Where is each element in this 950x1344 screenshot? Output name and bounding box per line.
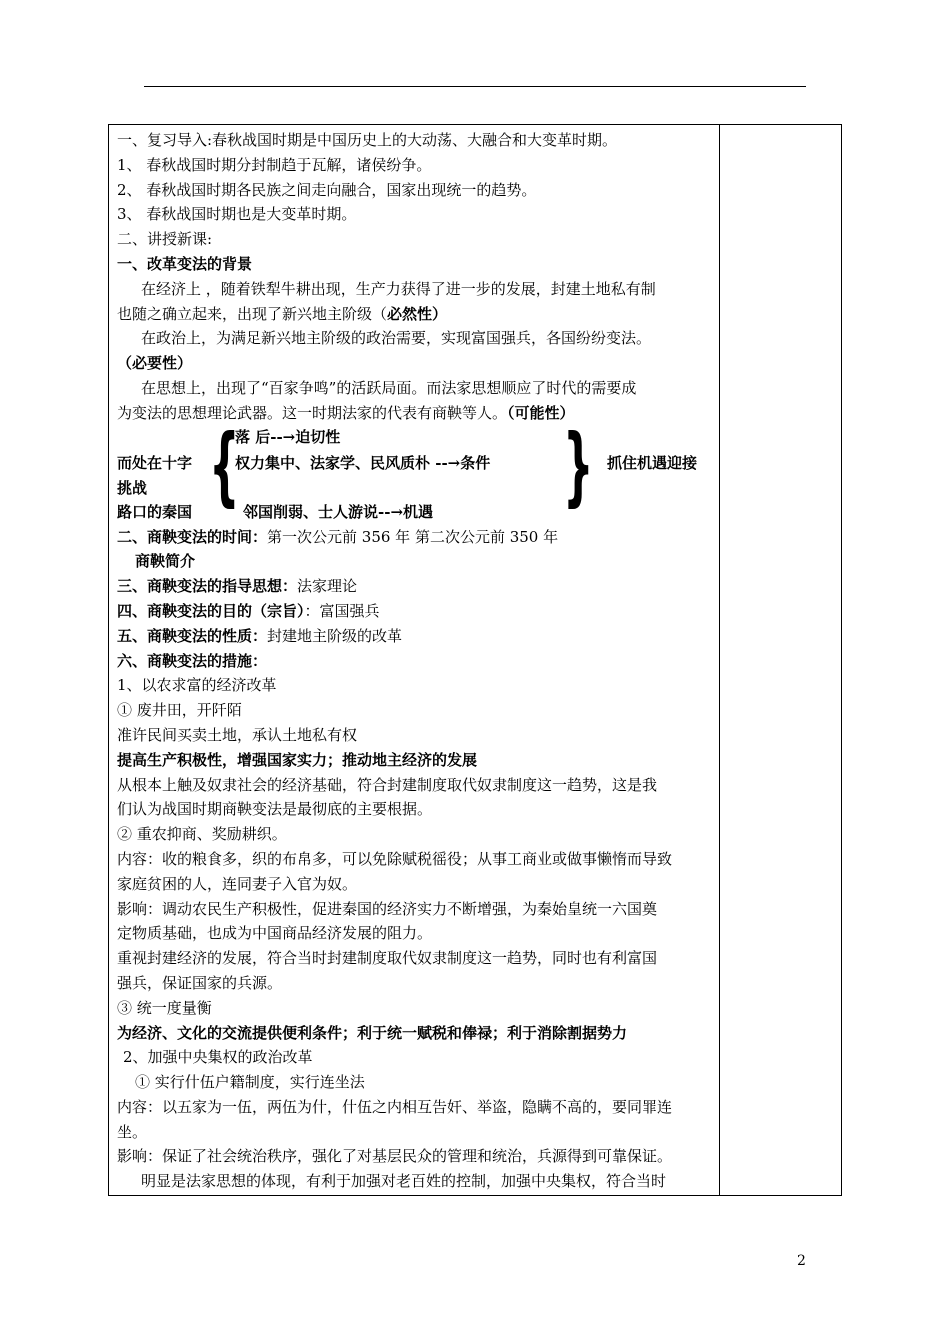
- diagram-item: 落 后--→迫切性: [235, 427, 341, 446]
- text-line: 定物质基础，也成为中国商品经济发展的阻力。: [117, 924, 433, 943]
- diagram-left-label: 路口的秦国: [117, 502, 193, 521]
- text-span: 第一次公元前 356 年 第二次公元前 350 年: [267, 527, 559, 546]
- text-line: [117, 624, 713, 649]
- header-rule: [144, 86, 806, 87]
- diagram-item: 邻国削弱、士人游说--→机遇: [243, 502, 434, 521]
- text-span: ：富国强兵: [304, 601, 380, 620]
- text-line: ③ 统一度量衡: [117, 998, 212, 1017]
- text-line: 2、加强中央集权的政治改革: [123, 1048, 313, 1067]
- section-heading: 六、商鞅变法的措施：: [117, 651, 268, 670]
- text-line: 内容：收的粮食多，织的布帛多，可以免除赋税徭役；从事工商业或做事懒惰而导致: [117, 849, 673, 868]
- text-line: 明显是法家思想的体现，有利于加强对老百姓的控制，加强中央集权，符合当时: [141, 1172, 667, 1191]
- text-line: 准许民间买卖土地，承认土地私有权: [117, 725, 358, 744]
- qin-situation-diagram: [117, 415, 713, 525]
- diagram-right-label: 抓住机遇迎接: [607, 453, 698, 472]
- text-line: 强兵，保证国家的兵源。: [117, 973, 283, 992]
- text-span: 法家理论: [297, 577, 358, 596]
- text-line: [117, 574, 713, 599]
- text-line: 重视封建经济的发展，符合当时封建制度取代奴隶制度这一趋势，同时也有利富国: [117, 949, 658, 968]
- text-line: ② 重农抑商、奖励耕织。: [117, 825, 287, 844]
- text-line: 影响：保证了社会统治秩序，强化了对基层民众的管理和统治，兵源得到可靠保证。: [117, 1147, 673, 1166]
- text-line: 二、讲授新课:: [117, 230, 213, 249]
- text-line: [117, 599, 713, 624]
- text-line: 在思想上，出现了“百家争鸣”的活跃局面。而法家思想顺应了时代的需要成: [141, 378, 637, 397]
- text-line: 们认为战国时期商鞅变法是最彻底的主要根据。: [117, 800, 433, 819]
- text-line: 家庭贫困的人，连同妻子入官为奴。: [117, 874, 358, 893]
- text-line: （必要性）: [117, 354, 193, 373]
- bold-span: （可能性）: [507, 403, 575, 422]
- diagram-item: 权力集中、法家学、民风质朴 --→条件: [235, 453, 491, 472]
- text-line: 一、复习导入:春秋战国时期是中国历史上的大动荡、大融合和大变革时期。: [117, 131, 618, 149]
- text-line: 1、 春秋战国时期分封制趋于瓦解，诸侯纷争。: [117, 155, 432, 174]
- diagram-left-label: 而处在十字: [117, 453, 193, 472]
- text-span: 也随之确立起来，出现了新兴地主阶级（: [117, 304, 388, 323]
- text-line: 为经济、文化的交流提供便利条件；利于统一赋税和俸禄；利于消除割据势力: [117, 1023, 628, 1042]
- text-line: ① 实行什伍户籍制度，实行连坐法: [135, 1073, 365, 1092]
- text-line: 在经济上 ，随着铁犁牛耕出现，生产力获得了进一步的发展，封建土地私有制: [141, 279, 656, 298]
- text-line: 从根本上触及奴隶社会的经济基础，符合封建制度取代奴隶制度这一趋势，这是我: [117, 775, 658, 794]
- bold-span: 三、商鞅变法的指导思想：: [117, 577, 298, 596]
- text-line: 在政治上，为满足新兴地主阶级的政治需要，实现富国强兵，各国纷纷变法。: [141, 329, 652, 348]
- text-line: 商鞅简介: [135, 552, 196, 571]
- text-line: 影响：调动农民生产积极性，促进秦国的经济实力不断增强，为秦始皇统一六国奠: [117, 899, 658, 918]
- bold-span: 二、商鞅变法的时间：: [117, 527, 268, 546]
- left-brace: {: [209, 415, 240, 516]
- text-line: 内容：以五家为一伍，两伍为什，什伍之内相互告奸、举盗，隐瞒不高的，要同罪连: [117, 1097, 673, 1116]
- section-heading: 一、改革变法的背景: [117, 254, 253, 273]
- text-line: 2、 春秋战国时期各民族之间走向融合，国家出现统一的趋势。: [117, 180, 537, 199]
- bold-span: 必然性）: [387, 304, 448, 323]
- bold-span: 四、商鞅变法的目的（宗旨）: [117, 601, 305, 620]
- main-content-cell: [117, 128, 713, 1194]
- text-line: ① 废井田，开阡陌: [117, 701, 242, 720]
- text-line: 1、以农求富的经济改革: [117, 676, 277, 695]
- text-span: 封建地主阶级的改革: [267, 626, 403, 645]
- text-line: 坐。: [117, 1122, 148, 1141]
- text-line: [117, 302, 713, 327]
- text-line: 3、 春秋战国时期也是大变革时期。: [117, 205, 357, 224]
- lesson-plan-table: [108, 124, 842, 1196]
- text-span: 为变法的思想理论武器。这一时期法家的代表有商鞅等人。: [117, 403, 508, 422]
- right-brace: }: [563, 415, 594, 516]
- diagram-left-label: 挑战: [117, 478, 148, 497]
- column-divider: [719, 125, 720, 1195]
- text-line: [117, 401, 713, 426]
- bold-span: 五、商鞅变法的性质：: [117, 626, 268, 645]
- page-number: 2: [797, 1253, 806, 1269]
- text-line: [117, 525, 713, 550]
- text-line: 提高生产积极性，增强国家实力；推动地主经济的发展: [117, 750, 478, 769]
